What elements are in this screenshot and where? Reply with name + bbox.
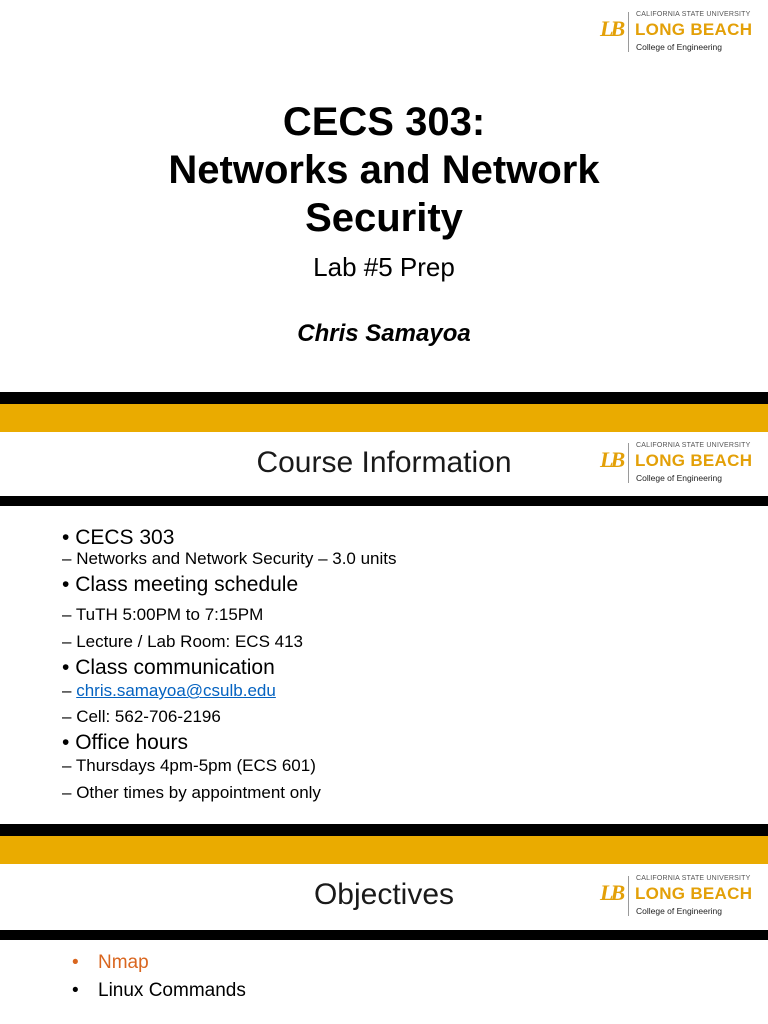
logo-name: LONG BEACH xyxy=(635,884,753,903)
lb-logo-mark: LB xyxy=(600,16,623,41)
divider-gold xyxy=(0,836,768,864)
list-item: – Thursdays 4pm-5pm (ECS 601) xyxy=(62,756,316,775)
list-item: Nmap xyxy=(98,952,149,973)
csulb-logo xyxy=(600,874,753,918)
course-info-heading: Course Information xyxy=(256,446,512,479)
list-item: • Class communication xyxy=(62,656,275,679)
csulb-logo xyxy=(600,441,753,485)
divider-black-top xyxy=(0,392,768,404)
lb-logo-mark: LB xyxy=(600,447,623,472)
objectives-header-rule xyxy=(0,930,768,940)
list-item: – Other times by appointment only xyxy=(62,783,321,802)
logo-university: CALIFORNIA STATE UNIVERSITY xyxy=(636,11,751,18)
lb-logo-mark: LB xyxy=(600,880,623,905)
logo-divider xyxy=(628,12,629,52)
list-item: – chris.samayoa@csulb.edu xyxy=(62,681,276,700)
logo-college: College of Engineering xyxy=(636,906,723,916)
logo-name: LONG BEACH xyxy=(635,20,753,39)
slide-title-line-1: CECS 303: xyxy=(282,100,486,144)
slide-author: Chris Samayoa xyxy=(297,320,471,347)
logo-divider xyxy=(628,876,629,916)
slide-title-line-2: Networks and Network xyxy=(168,148,600,192)
email-link[interactable]: chris.samayoa@csulb.edu xyxy=(76,681,276,700)
list-item: Linux Commands xyxy=(98,980,246,1001)
list-item: – Cell: 562-706-2196 xyxy=(62,707,221,726)
slide-title-line-3: Security xyxy=(305,196,463,240)
slide-title xyxy=(0,98,768,242)
list-bullet: • xyxy=(72,952,79,973)
list-item: • CECS 303 xyxy=(62,526,175,549)
logo-divider xyxy=(628,443,629,483)
course-info-header-rule xyxy=(0,496,768,506)
divider-black-top xyxy=(0,824,768,836)
slide-subtitle: Lab #5 Prep xyxy=(313,252,455,282)
list-item: – Networks and Network Security – 3.0 units xyxy=(62,549,397,568)
logo-college: College of Engineering xyxy=(636,473,723,483)
list-item: – Lecture / Lab Room: ECS 413 xyxy=(62,632,303,651)
divider-gold xyxy=(0,404,768,432)
objectives-heading: Objectives xyxy=(313,878,455,911)
list-item: • Class meeting schedule xyxy=(62,573,299,596)
logo-name: LONG BEACH xyxy=(635,451,753,470)
csulb-logo xyxy=(600,10,753,54)
list-item: – TuTH 5:00PM to 7:15PM xyxy=(62,605,264,624)
list-item: • Office hours xyxy=(62,731,189,754)
list-bullet: • xyxy=(72,980,79,1001)
logo-university: CALIFORNIA STATE UNIVERSITY xyxy=(636,442,751,449)
logo-college: College of Engineering xyxy=(636,42,723,52)
logo-university: CALIFORNIA STATE UNIVERSITY xyxy=(636,875,751,882)
